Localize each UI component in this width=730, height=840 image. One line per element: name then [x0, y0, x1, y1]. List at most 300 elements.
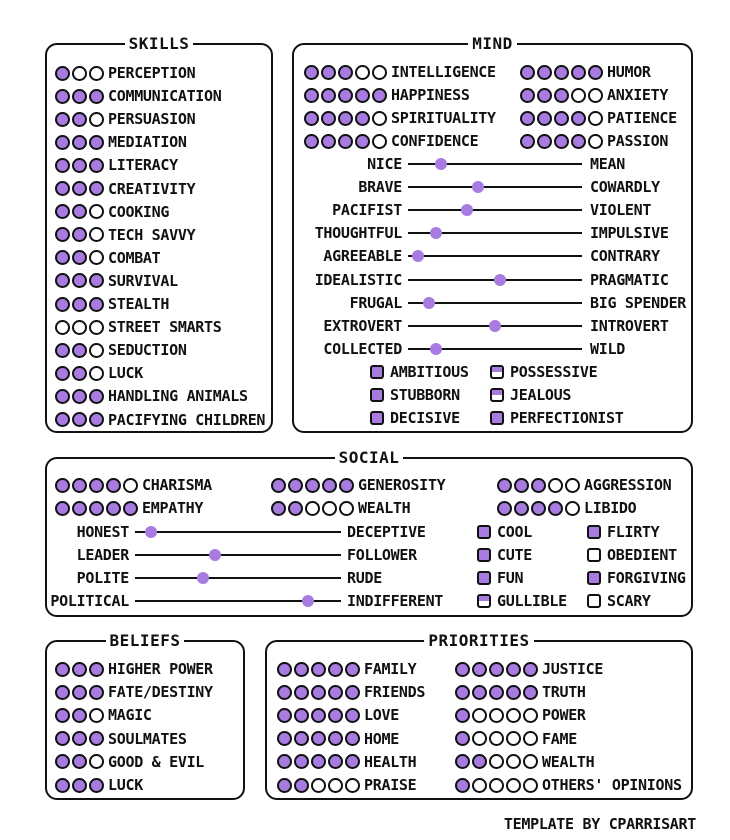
filled-dot[interactable] [288, 478, 303, 493]
filled-dot[interactable] [345, 754, 360, 769]
slider-handle[interactable] [435, 158, 447, 170]
filled-dot[interactable] [548, 501, 563, 516]
filled-dot[interactable] [339, 478, 354, 493]
slider-left-label: POLITE [76, 569, 129, 587]
mind-trait-possessive[interactable] [490, 362, 597, 382]
skills-rating-tech-savvy [55, 225, 195, 245]
filled-dot[interactable] [89, 135, 104, 150]
trait-checkbox[interactable] [370, 388, 384, 402]
filled-dot[interactable] [537, 134, 552, 149]
filled-dot[interactable] [72, 181, 87, 196]
social-trait-fun[interactable] [477, 568, 523, 588]
filled-dot[interactable] [523, 662, 538, 677]
filled-dot[interactable] [345, 731, 360, 746]
empty-dot[interactable] [506, 754, 521, 769]
slider-handle[interactable] [197, 572, 209, 584]
filled-dot[interactable] [588, 65, 603, 80]
filled-dot[interactable] [55, 273, 70, 288]
filled-dot[interactable] [321, 134, 336, 149]
filled-dot[interactable] [55, 754, 70, 769]
filled-dot[interactable] [72, 135, 87, 150]
filled-dot[interactable] [72, 204, 87, 219]
filled-dot[interactable] [520, 88, 535, 103]
filled-dot[interactable] [72, 685, 87, 700]
slider-handle[interactable] [209, 549, 221, 561]
empty-dot[interactable] [322, 501, 337, 516]
filled-dot[interactable] [571, 65, 586, 80]
rating-dots [55, 778, 104, 793]
filled-dot[interactable] [72, 112, 87, 127]
filled-dot[interactable] [321, 111, 336, 126]
filled-dot[interactable] [328, 662, 343, 677]
filled-dot[interactable] [537, 88, 552, 103]
filled-dot[interactable] [271, 478, 286, 493]
empty-dot[interactable] [305, 501, 320, 516]
filled-dot[interactable] [72, 89, 87, 104]
rating-dots [455, 662, 538, 677]
rating-dots [55, 66, 104, 81]
filled-dot[interactable] [72, 366, 87, 381]
beliefs-rating-good-evil [55, 752, 204, 772]
rating-dots [55, 478, 138, 493]
slider-left-label: HONEST [76, 523, 129, 541]
filled-dot[interactable] [106, 478, 121, 493]
filled-dot[interactable] [55, 250, 70, 265]
trait-checkbox[interactable] [490, 411, 504, 425]
empty-dot[interactable] [571, 88, 586, 103]
social-trait-cute[interactable] [477, 545, 532, 565]
filled-dot[interactable] [355, 111, 370, 126]
beliefs-rating-fate-destiny [55, 682, 213, 702]
filled-dot[interactable] [455, 708, 470, 723]
slider-handle[interactable] [489, 320, 501, 332]
slider-track[interactable] [135, 531, 341, 533]
slider-handle[interactable] [145, 526, 157, 538]
social-trait-cool[interactable] [477, 522, 532, 542]
mind-slider-thoughtful-impulsive[interactable] [294, 223, 691, 243]
rating-label: HAPPINESS [391, 86, 470, 104]
filled-dot[interactable] [277, 778, 292, 793]
filled-dot[interactable] [55, 135, 70, 150]
filled-dot[interactable] [55, 478, 70, 493]
filled-dot[interactable] [338, 88, 353, 103]
empty-dot[interactable] [355, 65, 370, 80]
trait-checkbox[interactable] [587, 571, 601, 585]
filled-dot[interactable] [72, 227, 87, 242]
skills-rating-creativity [55, 179, 195, 199]
filled-dot[interactable] [345, 685, 360, 700]
filled-dot[interactable] [294, 708, 309, 723]
filled-dot[interactable] [322, 478, 337, 493]
filled-dot[interactable] [271, 501, 286, 516]
rating-label: HANDLING ANIMALS [108, 387, 248, 406]
filled-dot[interactable] [311, 754, 326, 769]
empty-dot[interactable] [372, 65, 387, 80]
empty-dot[interactable] [372, 111, 387, 126]
mind-slider-frugal-big-spender[interactable] [294, 293, 691, 313]
mind-title: MIND [468, 34, 517, 54]
filled-dot[interactable] [523, 685, 538, 700]
filled-dot[interactable] [55, 227, 70, 242]
filled-dot[interactable] [328, 754, 343, 769]
filled-dot[interactable] [55, 366, 70, 381]
rating-label: SPIRITUALITY [391, 109, 496, 127]
filled-dot[interactable] [294, 778, 309, 793]
empty-dot[interactable] [89, 343, 104, 358]
filled-dot[interactable] [554, 134, 569, 149]
filled-dot[interactable] [311, 685, 326, 700]
empty-dot[interactable] [506, 708, 521, 723]
slider-handle[interactable] [412, 250, 424, 262]
empty-dot[interactable] [588, 88, 603, 103]
empty-dot[interactable] [472, 731, 487, 746]
filled-dot[interactable] [355, 88, 370, 103]
filled-dot[interactable] [277, 685, 292, 700]
filled-dot[interactable] [311, 708, 326, 723]
filled-dot[interactable] [305, 478, 320, 493]
slider-track[interactable] [408, 255, 582, 257]
empty-dot[interactable] [489, 708, 504, 723]
filled-dot[interactable] [497, 501, 512, 516]
empty-dot[interactable] [311, 778, 326, 793]
trait-label: SCARY [607, 592, 651, 610]
rating-label: POWER [542, 706, 586, 725]
trait-checkbox[interactable] [477, 594, 491, 608]
filled-dot[interactable] [72, 297, 87, 312]
filled-dot[interactable] [55, 778, 70, 793]
empty-dot[interactable] [489, 778, 504, 793]
empty-dot[interactable] [339, 501, 354, 516]
trait-checkbox[interactable] [477, 525, 491, 539]
filled-dot[interactable] [55, 731, 70, 746]
empty-dot[interactable] [345, 778, 360, 793]
slider-handle[interactable] [472, 181, 484, 193]
beliefs-title: BELIEFS [106, 631, 185, 651]
empty-dot[interactable] [506, 778, 521, 793]
filled-dot[interactable] [55, 158, 70, 173]
filled-dot[interactable] [89, 297, 104, 312]
filled-dot[interactable] [514, 478, 529, 493]
filled-dot[interactable] [72, 412, 87, 427]
empty-dot[interactable] [328, 778, 343, 793]
slider-track[interactable] [408, 186, 582, 188]
filled-dot[interactable] [55, 501, 70, 516]
filled-dot[interactable] [277, 708, 292, 723]
empty-dot[interactable] [89, 320, 104, 335]
empty-dot[interactable] [89, 227, 104, 242]
filled-dot[interactable] [328, 731, 343, 746]
filled-dot[interactable] [89, 389, 104, 404]
filled-dot[interactable] [294, 662, 309, 677]
filled-dot[interactable] [72, 389, 87, 404]
mind-trait-jealous[interactable] [490, 385, 571, 405]
filled-dot[interactable] [554, 111, 569, 126]
filled-dot[interactable] [531, 501, 546, 516]
filled-dot[interactable] [328, 685, 343, 700]
slider-track[interactable] [135, 577, 341, 579]
filled-dot[interactable] [489, 662, 504, 677]
filled-dot[interactable] [72, 662, 87, 677]
filled-dot[interactable] [311, 731, 326, 746]
filled-dot[interactable] [554, 88, 569, 103]
rating-dots [277, 754, 360, 769]
rating-dots [55, 708, 104, 723]
filled-dot[interactable] [72, 273, 87, 288]
filled-dot[interactable] [72, 708, 87, 723]
trait-checkbox[interactable] [477, 548, 491, 562]
trait-checkbox[interactable] [490, 365, 504, 379]
rating-dots [55, 181, 104, 196]
empty-dot[interactable] [472, 708, 487, 723]
mind-trait-decisive[interactable] [370, 408, 460, 428]
empty-dot[interactable] [89, 204, 104, 219]
filled-dot[interactable] [106, 501, 121, 516]
slider-left-label: PACIFIST [332, 201, 402, 220]
filled-dot[interactable] [294, 731, 309, 746]
filled-dot[interactable] [455, 731, 470, 746]
filled-dot[interactable] [455, 754, 470, 769]
filled-dot[interactable] [277, 754, 292, 769]
filled-dot[interactable] [321, 65, 336, 80]
filled-dot[interactable] [89, 478, 104, 493]
mind-rating-confidence [304, 131, 478, 151]
filled-dot[interactable] [506, 662, 521, 677]
mind-trait-ambitious[interactable] [370, 362, 469, 382]
filled-dot[interactable] [345, 662, 360, 677]
filled-dot[interactable] [311, 662, 326, 677]
rating-label: SEDUCTION [108, 341, 187, 360]
filled-dot[interactable] [89, 273, 104, 288]
filled-dot[interactable] [55, 66, 70, 81]
empty-dot[interactable] [72, 320, 87, 335]
filled-dot[interactable] [89, 501, 104, 516]
filled-dot[interactable] [455, 685, 470, 700]
social-rating-charisma [55, 475, 212, 495]
slider-left-label: NICE [367, 155, 402, 173]
skills-rating-handling-animals [55, 386, 248, 406]
priorities-rating-love [277, 705, 399, 725]
slider-handle[interactable] [423, 297, 435, 309]
empty-dot[interactable] [565, 501, 580, 516]
trait-checkbox[interactable] [587, 525, 601, 539]
empty-dot[interactable] [89, 366, 104, 381]
social-trait-forgiving[interactable] [587, 568, 686, 588]
priorities-panel [265, 631, 693, 800]
filled-dot[interactable] [55, 708, 70, 723]
filled-dot[interactable] [520, 65, 535, 80]
filled-dot[interactable] [89, 731, 104, 746]
rating-label: LUCK [108, 364, 143, 383]
empty-dot[interactable] [72, 66, 87, 81]
filled-dot[interactable] [72, 731, 87, 746]
filled-dot[interactable] [55, 204, 70, 219]
empty-dot[interactable] [489, 754, 504, 769]
skills-rating-luck [55, 363, 143, 383]
empty-dot[interactable] [89, 66, 104, 81]
filled-dot[interactable] [304, 111, 319, 126]
filled-dot[interactable] [89, 778, 104, 793]
skills-rating-persuasion [55, 109, 195, 129]
empty-dot[interactable] [472, 778, 487, 793]
filled-dot[interactable] [55, 297, 70, 312]
slider-track[interactable] [408, 209, 582, 211]
filled-dot[interactable] [571, 134, 586, 149]
mind-rating-humor [520, 62, 651, 82]
filled-dot[interactable] [472, 685, 487, 700]
filled-dot[interactable] [288, 501, 303, 516]
empty-dot[interactable] [372, 134, 387, 149]
mind-slider-agreeable-contrary[interactable] [294, 246, 691, 266]
social-trait-gullible[interactable] [477, 591, 567, 611]
rating-dots [304, 65, 387, 80]
trait-checkbox[interactable] [587, 594, 601, 608]
empty-dot[interactable] [55, 320, 70, 335]
filled-dot[interactable] [537, 111, 552, 126]
rating-dots [455, 731, 538, 746]
filled-dot[interactable] [55, 181, 70, 196]
filled-dot[interactable] [55, 112, 70, 127]
filled-dot[interactable] [520, 111, 535, 126]
social-title: SOCIAL [335, 448, 404, 468]
filled-dot[interactable] [55, 389, 70, 404]
filled-dot[interactable] [514, 501, 529, 516]
filled-dot[interactable] [55, 662, 70, 677]
social-trait-obedient[interactable] [587, 545, 677, 565]
mind-slider-brave-cowardly[interactable] [294, 177, 691, 197]
priorities-rating-wealth [455, 752, 594, 772]
filled-dot[interactable] [321, 88, 336, 103]
social-trait-flirty[interactable] [587, 522, 659, 542]
filled-dot[interactable] [89, 412, 104, 427]
filled-dot[interactable] [338, 134, 353, 149]
filled-dot[interactable] [72, 250, 87, 265]
filled-dot[interactable] [89, 685, 104, 700]
filled-dot[interactable] [72, 778, 87, 793]
priorities-rating-family [277, 659, 416, 679]
filled-dot[interactable] [571, 111, 586, 126]
filled-dot[interactable] [55, 89, 70, 104]
rating-label: COOKING [108, 202, 170, 221]
filled-dot[interactable] [55, 412, 70, 427]
filled-dot[interactable] [506, 685, 521, 700]
filled-dot[interactable] [472, 754, 487, 769]
filled-dot[interactable] [89, 89, 104, 104]
mind-slider-nice-mean[interactable] [294, 154, 691, 174]
empty-dot[interactable] [89, 754, 104, 769]
empty-dot[interactable] [523, 778, 538, 793]
rating-label: PATIENCE [607, 109, 677, 127]
filled-dot[interactable] [55, 685, 70, 700]
mind-slider-idealistic-pragmatic[interactable] [294, 270, 691, 290]
empty-dot[interactable] [523, 754, 538, 769]
rating-label: HIGHER POWER [108, 660, 213, 678]
empty-dot[interactable] [588, 111, 603, 126]
filled-dot[interactable] [520, 134, 535, 149]
filled-dot[interactable] [89, 181, 104, 196]
trait-checkbox[interactable] [477, 571, 491, 585]
empty-dot[interactable] [506, 731, 521, 746]
empty-dot[interactable] [588, 134, 603, 149]
filled-dot[interactable] [304, 134, 319, 149]
slider-handle[interactable] [430, 343, 442, 355]
filled-dot[interactable] [537, 65, 552, 80]
empty-dot[interactable] [523, 708, 538, 723]
filled-dot[interactable] [554, 65, 569, 80]
rating-label: PERCEPTION [108, 64, 196, 82]
slider-right-label: PRAGMATIC [590, 270, 669, 289]
filled-dot[interactable] [304, 88, 319, 103]
slider-handle[interactable] [302, 595, 314, 607]
slider-handle[interactable] [430, 227, 442, 239]
filled-dot[interactable] [277, 731, 292, 746]
filled-dot[interactable] [497, 478, 512, 493]
filled-dot[interactable] [55, 343, 70, 358]
filled-dot[interactable] [304, 65, 319, 80]
trait-checkbox[interactable] [490, 388, 504, 402]
empty-dot[interactable] [489, 731, 504, 746]
empty-dot[interactable] [89, 250, 104, 265]
empty-dot[interactable] [89, 112, 104, 127]
filled-dot[interactable] [489, 685, 504, 700]
rating-dots [304, 88, 387, 103]
filled-dot[interactable] [472, 662, 487, 677]
filled-dot[interactable] [72, 754, 87, 769]
filled-dot[interactable] [328, 708, 343, 723]
filled-dot[interactable] [72, 501, 87, 516]
skills-rating-survival [55, 271, 178, 291]
empty-dot[interactable] [548, 478, 563, 493]
filled-dot[interactable] [123, 501, 138, 516]
rating-label: LIBIDO [584, 499, 637, 517]
filled-dot[interactable] [372, 88, 387, 103]
filled-dot[interactable] [355, 134, 370, 149]
rating-dots [277, 662, 360, 677]
empty-dot[interactable] [123, 478, 138, 493]
rating-label: GOOD & EVIL [108, 752, 205, 771]
filled-dot[interactable] [72, 478, 87, 493]
rating-label: FAME [542, 729, 577, 748]
filled-dot[interactable] [345, 708, 360, 723]
filled-dot[interactable] [455, 778, 470, 793]
mind-trait-perfectionist[interactable] [490, 408, 624, 428]
trait-checkbox[interactable] [370, 365, 384, 379]
mind-slider-collected-wild[interactable] [294, 339, 691, 359]
filled-dot[interactable] [294, 685, 309, 700]
trait-checkbox[interactable] [370, 411, 384, 425]
filled-dot[interactable] [72, 343, 87, 358]
filled-dot[interactable] [89, 158, 104, 173]
mind-slider-pacifist-violent[interactable] [294, 200, 691, 220]
trait-checkbox[interactable] [587, 548, 601, 562]
filled-dot[interactable] [89, 662, 104, 677]
mind-trait-stubborn[interactable] [370, 385, 460, 405]
filled-dot[interactable] [455, 662, 470, 677]
filled-dot[interactable] [277, 662, 292, 677]
empty-dot[interactable] [565, 478, 580, 493]
mind-slider-extrovert-introvert[interactable] [294, 316, 691, 336]
filled-dot[interactable] [531, 478, 546, 493]
filled-dot[interactable] [294, 754, 309, 769]
empty-dot[interactable] [89, 708, 104, 723]
slider-handle[interactable] [461, 204, 473, 216]
slider-track[interactable] [135, 554, 341, 556]
filled-dot[interactable] [72, 158, 87, 173]
filled-dot[interactable] [338, 65, 353, 80]
filled-dot[interactable] [338, 111, 353, 126]
social-trait-scary[interactable] [587, 591, 651, 611]
slider-handle[interactable] [494, 274, 506, 286]
empty-dot[interactable] [523, 731, 538, 746]
